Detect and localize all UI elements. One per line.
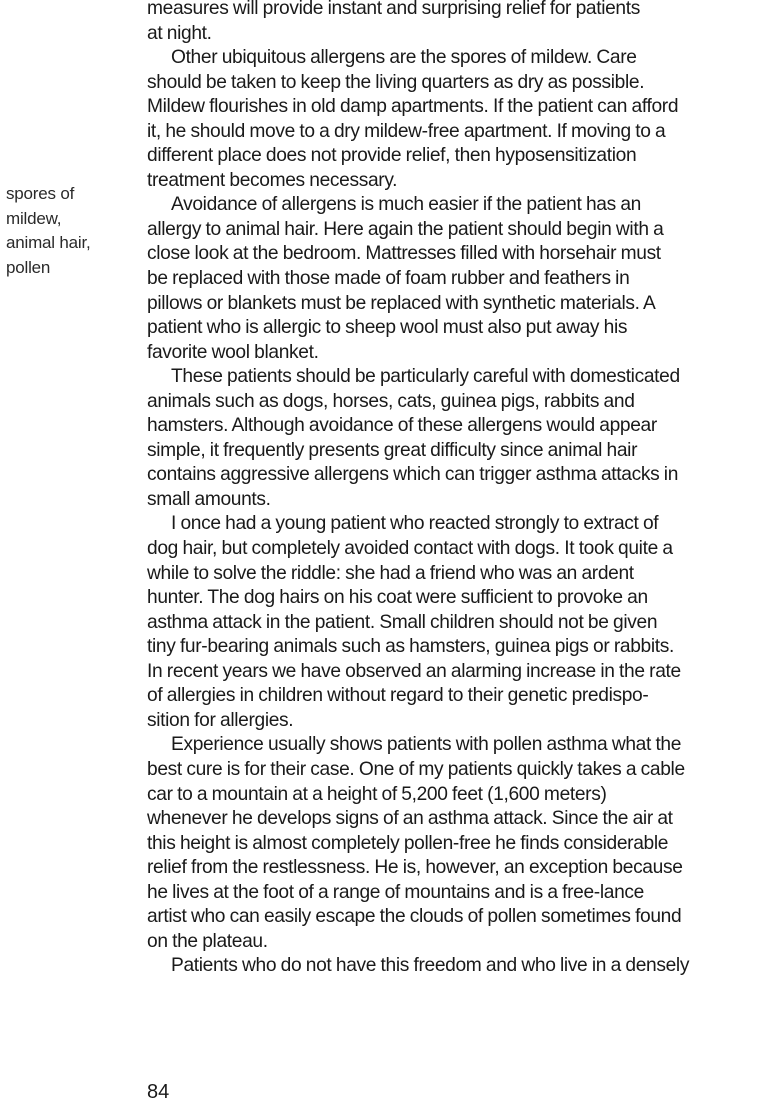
text-line: asthma attack in the patient. Small children should not be given xyxy=(147,611,658,633)
text-line: at night. xyxy=(147,22,212,44)
paragraph-first-line: I once had a young patient who reacted strongly to extract of xyxy=(171,513,659,535)
text-line: he lives at the foot of a range of mountains and is a free-lance xyxy=(147,881,644,903)
body-text xyxy=(147,0,777,979)
paragraph-first-line: Avoidance of allergens is much easier if the patient has an xyxy=(171,194,641,216)
page-number: 84 xyxy=(147,1081,170,1103)
text-line: pillows or blankets must be replaced with synthetic materials. A xyxy=(147,292,656,314)
text-line: In recent years we have observed an alarming increase in the rate xyxy=(147,660,681,682)
margin-note-line: mildew, xyxy=(6,208,62,228)
text-line: of allergies in children without regard to their genetic predispo- xyxy=(147,685,649,707)
text-line: this height is almost completely pollen-free he finds considerable xyxy=(147,832,669,854)
text-line: should be taken to keep the living quarters as dry as possible. xyxy=(147,71,645,93)
margin-note xyxy=(6,182,141,280)
text-line: on the plateau. xyxy=(147,930,268,952)
paragraph-first-line: Other ubiquitous allergens are the spores of mildew. Care xyxy=(171,47,637,69)
text-line: favorite wool blanket. xyxy=(147,341,319,363)
text-line: whenever he develops signs of an asthma attack. Since the air at xyxy=(147,808,673,830)
text-line: relief from the restlessness. He is, however, an exception because xyxy=(147,857,683,879)
text-line: Mildew flourishes in old damp apartments. If the patient can afford xyxy=(147,96,679,118)
text-line: dog hair, but completely avoided contact with dogs. It took quite a xyxy=(147,538,673,560)
margin-note-line: spores of xyxy=(6,184,75,203)
text-line: close look at the bedroom. Mattresses filled with horsehair must xyxy=(147,243,661,265)
margin-note-line: pollen xyxy=(6,257,51,277)
text-line: artist who can easily escape the clouds of pollen sometimes found xyxy=(147,906,682,928)
text-line: animals such as dogs, horses, cats, guinea pigs, rabbits and xyxy=(147,390,635,412)
text-line: measures will provide instant and surprising relief for patients xyxy=(147,0,640,19)
text-line: sition for allergies. xyxy=(147,709,294,731)
text-line: be replaced with those made of foam rubber and feathers in xyxy=(147,268,630,290)
text-line: while to solve the riddle: she had a friend who was an ardent xyxy=(147,562,634,584)
text-line: tiny fur-bearing animals such as hamsters, guinea pigs or rabbits. xyxy=(147,636,674,658)
text-line: patient who is allergic to sheep wool must also put away his xyxy=(147,317,628,339)
paragraph-first-line: Experience usually shows patients with pollen asthma what the xyxy=(171,734,682,756)
text-line: car to a mountain at a height of 5,200 feet (1,600 meters) xyxy=(147,783,607,805)
text-line: small amounts. xyxy=(147,488,271,510)
text-line: treatment becomes necessary. xyxy=(147,169,398,191)
text-line: simple, it frequently presents great difficulty since animal hair xyxy=(147,439,638,461)
text-line: different place does not provide relief, then hyposensitization xyxy=(147,145,637,167)
margin-note-line: animal hair, xyxy=(6,233,91,253)
text-line: contains aggressive allergens which can trigger asthma attacks in xyxy=(147,464,679,486)
text-line: hunter. The dog hairs on his coat were sufficient to provoke an xyxy=(147,587,648,609)
text-line: allergy to animal hair. Here again the patient should begin with a xyxy=(147,218,664,240)
text-line: best cure is for their case. One of my patients quickly takes a cable xyxy=(147,758,685,780)
paragraph-first-line: Patients who do not have this freedom and who live in a densely xyxy=(171,955,690,977)
text-line: hamsters. Although avoidance of these allergens would appear xyxy=(147,415,657,437)
text-line: it, he should move to a dry mildew-free apartment. If moving to a xyxy=(147,120,666,142)
paragraph-first-line: These patients should be particularly careful with domesticated xyxy=(171,366,680,388)
